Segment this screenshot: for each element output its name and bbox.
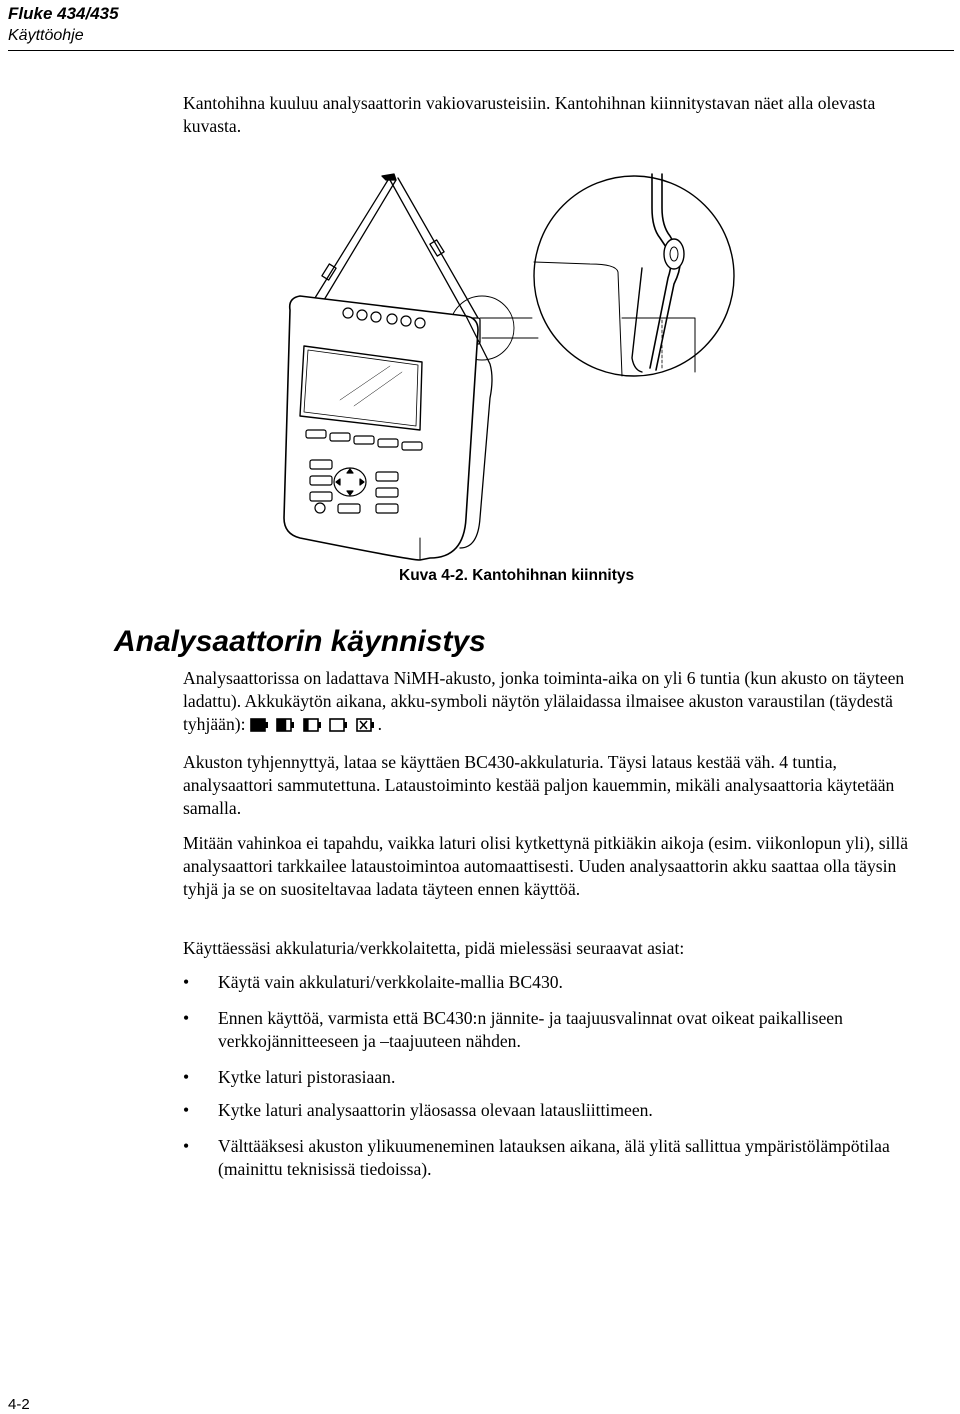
page-header-title: Fluke 434/435 (8, 4, 119, 23)
section-heading: Analysaattorin käynnistys (114, 625, 486, 658)
analyzer-device (284, 296, 492, 560)
strap-attachment-figure (270, 168, 735, 570)
battery-paragraph-end: . (377, 714, 382, 734)
header-rule (8, 50, 954, 51)
list-item: • Kytke laturi pistorasiaan. (183, 1067, 396, 1087)
bullet-mark: • (183, 1008, 190, 1028)
battery-icons (250, 714, 378, 734)
bullet-mark: • (183, 1067, 190, 1087)
battery-icon-empty-cross (356, 718, 378, 732)
battery-icon-level-1 (276, 718, 298, 732)
charging-paragraph: Akuston tyhjennyttyä, lataa se käyttäen BC430-akkulaturia. Täysi lataus kestää väh. 4 tuntia, analysaattori sammutettuna. Lataustoiminto kestää paljon kauemmin, mikäli analysaattoria käytetään samalla. (183, 752, 895, 818)
bullet-mark: • (183, 1136, 190, 1156)
intro-paragraph: Kantohihna kuuluu analysaattorin vakiovarusteisiin. Kantohihnan kiinnitystavan näet alla olevasta kuvasta. (183, 93, 876, 136)
zoom-detail-circle (534, 174, 734, 376)
charger-tips-intro: Käyttäessäsi akkulaturia/verkkolaitetta, pidä mielessäsi seuraavat asiat: (183, 938, 685, 958)
battery-icon-level-3 (329, 718, 351, 732)
page-header-subtitle: Käyttöohje (8, 27, 84, 44)
list-item: • Ennen käyttöä, varmista että BC430:n jännite- ja taajuusvalinnat ovat oikeat paikalliseen verkkojännitteeseen ja –taajuuteen nähden. (183, 1008, 843, 1051)
battery-paragraph-text: Analysaattorissa on ladattava NiMH-akusto, jonka toiminta-aika on yli 6 tuntia (kun akusto on täyteen ladattu). Akkukäytön aikana, akku-symboli näytön ylälaidassa ilmaisee akuston varaustilan (täydestä tyhjään): (183, 668, 905, 734)
figure-caption: Kuva 4-2. Kantohihnan kiinnitys (399, 567, 635, 584)
list-item: • Kytke laturi analysaattorin yläosassa olevaan latausliittimeen. (183, 1100, 653, 1120)
bullet-mark: • (183, 972, 190, 992)
list-item: • Välttääksesi akuston ylikuumeneminen latauksen aikana, älä ylitä sallittua ympäristölämpötilaa (mainittu teknisissä tiedoissa). (183, 1136, 890, 1179)
battery-paragraph (183, 667, 913, 736)
page-number: 4-2 (8, 1396, 30, 1413)
battery-icon-level-2 (303, 718, 325, 732)
safety-paragraph: Mitään vahinkoa ei tapahdu, vaikka laturi olisi kytkettynä pitkiäkin aikoja (esim. viikonlopun yli), sillä analysaattori tarkkailee lataustoimintoa automaattisesti. Uuden analysaattorin akku saattaa olla täysin tyhjä ja se on suositeltavaa ladata täyteen ennen käyttöä. (183, 833, 909, 899)
battery-icon-level-0 (250, 718, 272, 732)
list-item: • Käytä vain akkulaturi/verkkolaite-mallia BC430. (183, 972, 563, 992)
bullet-mark: • (183, 1100, 190, 1120)
